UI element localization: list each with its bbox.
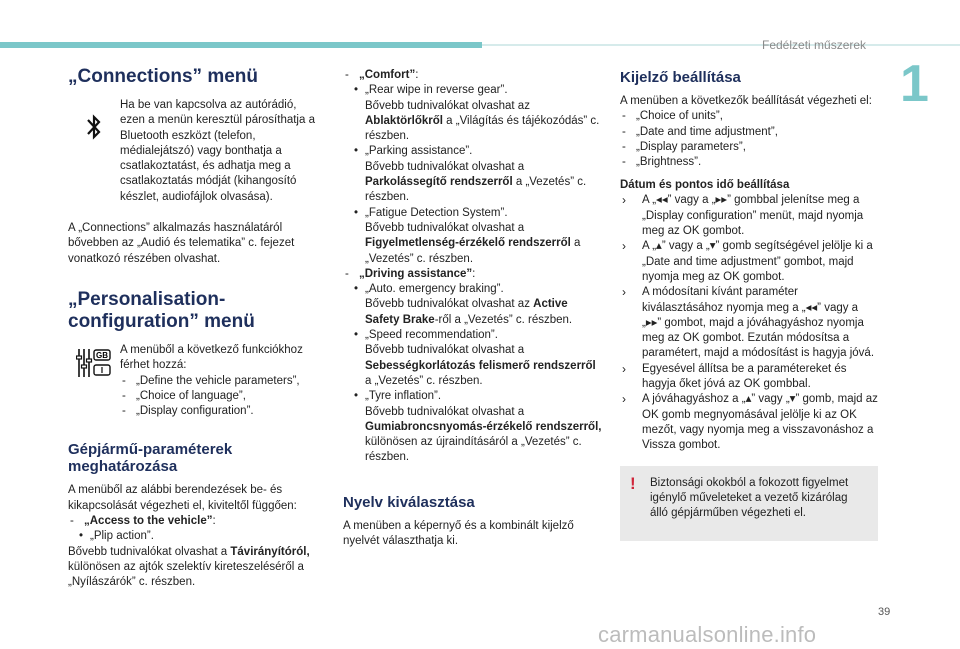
list-item: › A módosítani kívánt paraméter kiválasztásához nyomja meg a „◂◂” vagy a „▸▸” gombot, majd a jóváhagyáshoz nyomja meg az OK gombot. Ezután módosítsa a paramétert, majd a módosítást is hagyja jóvá.	[620, 285, 878, 361]
comfort-list	[343, 68, 605, 83]
page-number: 39	[878, 606, 891, 618]
display-list	[620, 109, 878, 170]
column-left	[68, 66, 323, 591]
connections-note: A „Connections” alkalmazás használatáról bővebben az „Audió és telematika” c. fejezet vonatkozó részében olvashat.	[68, 222, 295, 265]
list-item: • „Auto. emergency braking”. Bővebb tudnivalókat olvashat az Active Safety Brake-ről a „Vezetés” c. részben.	[343, 282, 605, 328]
running-head: Fedélzeti műszerek	[762, 38, 867, 52]
column-middle	[343, 68, 605, 549]
list-item: - „Date and time adjustment”,	[620, 125, 878, 140]
header-accent-bar	[0, 42, 482, 48]
datetime-steps	[620, 193, 878, 453]
driving-list	[343, 267, 605, 282]
vehicle-params-list	[68, 514, 323, 529]
list-item: › A „◂◂” vagy a „▸▸” gombbal jelenítse meg a „Display configuration” menüt, majd nyomja meg az OK gombot.	[620, 193, 878, 239]
list-item: - „Choice of units”,	[620, 109, 878, 124]
chapter-number: 1	[900, 55, 929, 113]
list-item: › Egyesével állítsa be a paramétereket és hagyja őket jóvá az OK gombbal.	[620, 362, 878, 393]
personalisation-list	[120, 374, 323, 420]
list-item: › A „▴” vagy a „▾” gomb segítségével jelölje ki a „Date and time adjustment” gombot, majd nyomja meg az OK gombot.	[620, 239, 878, 285]
list-item: • „Parking assistance”. Bővebb tudnivalókat olvashat a Parkolássegítő rendszerről a „Vezetés” c. részben.	[343, 144, 605, 205]
list-item: › A jóváhagyáshoz a „▴” vagy „▾” gomb, majd az OK gomb megnyomásával jelölje ki az OK mezőt, vagy nyomja meg a visszavonáshoz a Vissza gombot.	[620, 392, 878, 453]
svg-text:GB: GB	[96, 350, 108, 360]
list-item: - „Choice of language”,	[120, 389, 323, 404]
vehicle-params-title: Gépjármű-paraméterek meghatározása	[68, 441, 233, 476]
settings-gb-icon	[68, 343, 120, 419]
connections-block	[68, 98, 323, 205]
header-rule	[482, 44, 960, 46]
language-text: A menüben a képernyő és a kombinált kijelző nyelvét választhatja ki.	[343, 519, 574, 548]
list-item: - „Display parameters”,	[620, 140, 878, 155]
list-item: - „Comfort”:	[343, 68, 605, 83]
personalisation-title: „Personalisation-configuration” menü	[68, 288, 255, 332]
warning-icon: !	[630, 473, 636, 493]
driving-sublist	[343, 282, 605, 466]
list-item: - „Access to the vehicle”:	[68, 514, 323, 529]
watermark: carmanualsonline.info	[598, 622, 817, 647]
display-title: Kijelző beállítása	[620, 69, 741, 86]
list-item: • „Tyre inflation”. Bővebb tudnivalókat olvashat a Gumiabroncsnyomás-érzékelő rendszerről, különösen az újraindításáról a „Vezetés” c. részben.	[343, 389, 605, 465]
vehicle-params-intro: A menüből az alábbi berendezések be- és kikapcsolását végezheti el, kiviteltől függően:	[68, 484, 297, 512]
warning-text: Biztonsági okokból a fokozott figyelmet igénylő műveleteket a vezető kizárólag álló gépjárműben végezheti el.	[650, 476, 849, 520]
datetime-title: Dátum és pontos idő beállítása	[620, 179, 790, 192]
list-item: • „Fatigue Detection System”. Bővebb tudnivalókat olvashat a Figyelmetlenség-érzékelő rendszerről a „Vezetés” c. részben.	[343, 206, 605, 267]
display-intro: A menüben a következők beállítását végezheti el:	[620, 95, 872, 107]
bluetooth-icon	[68, 98, 120, 205]
list-item: - „Driving assistance”:	[343, 267, 605, 282]
connections-text: Ha be van kapcsolva az autórádió, ezen a menün keresztül párosíthatja a Bluetooth eszközt (telefon, médialejátszó) vagy bonthatja a csatlakoztatást, és adhatja meg a csatlakoztatás módját (kihangosító készlet, audiofájlok olvasása).	[120, 99, 315, 203]
comfort-sublist	[343, 83, 605, 267]
list-item: • „Plip action”.	[68, 529, 323, 544]
warning-box	[620, 466, 878, 542]
language-title: Nyelv kiválasztása	[343, 493, 475, 511]
personalisation-intro: A menüből a következő funkciókhoz férhet hozzá:	[120, 343, 303, 372]
list-item: - „Display configuration”.	[120, 404, 323, 419]
list-item: - „Brightness”.	[620, 155, 878, 170]
list-item: - „Define the vehicle parameters”,	[120, 374, 323, 389]
connections-title: „Connections” menü	[68, 66, 259, 87]
personalisation-block	[68, 343, 323, 419]
access-more: Bővebb tudnivalókat olvashat a Távirányítóról, különösen az ajtók szelektív kireteszeléséről a „Nyílászárók” c. részben.	[68, 545, 310, 589]
access-sublist	[68, 529, 323, 544]
column-right	[620, 66, 878, 541]
svg-text:I: I	[100, 365, 104, 375]
list-item: • „Speed recommendation”. Bővebb tudnivalókat olvashat a Sebességkorlátozás felismerő rendszerről a „Vezetés” c. részben.	[343, 328, 605, 389]
list-item: • „Rear wipe in reverse gear”. Bővebb tudnivalókat olvashat az Ablaktörlőkről a „Világítás és tájékozódás” c. részben.	[343, 83, 605, 144]
